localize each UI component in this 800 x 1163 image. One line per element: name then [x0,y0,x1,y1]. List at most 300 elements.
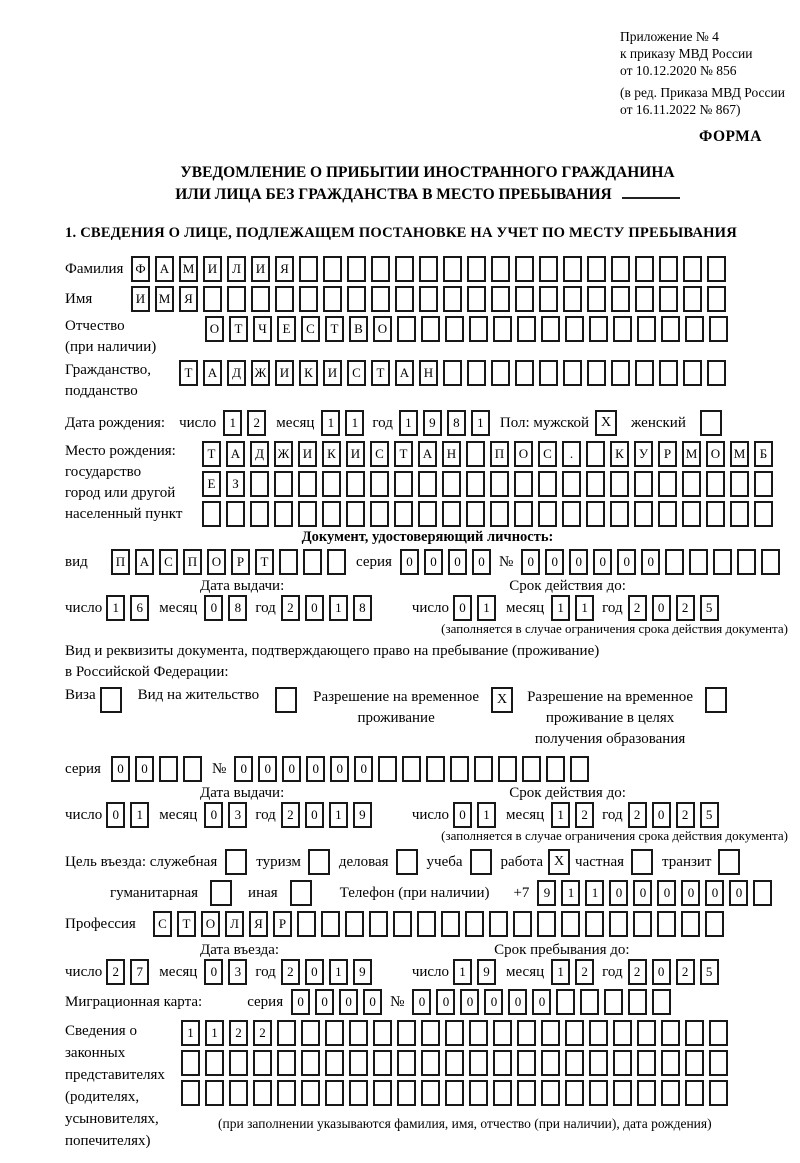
form-title-line2: ИЛИ ЛИЦА БЕЗ ГРАЖДАНСТВА В МЕСТО ПРЕБЫВАНИЯ [65,183,790,205]
char-cell: Л [225,911,244,937]
char-cell: Т [394,441,413,467]
char-cell: 9 [353,802,372,828]
form-title [65,162,790,205]
representatives-cells [181,1020,728,1132]
char-cell [397,1020,416,1046]
char-cell [349,1020,368,1046]
char-cell: 0 [545,549,564,575]
char-cell: 0 [339,989,358,1015]
char-cell: Т [255,549,274,575]
char-cell: С [301,316,320,342]
char-cell [730,471,749,497]
char-cell [613,1080,632,1106]
char-cell: Ж [274,441,293,467]
char-cell [589,1080,608,1106]
char-cell [709,1020,728,1046]
char-cell: Е [277,316,296,342]
char-cell [493,1050,512,1076]
edu-permit-checkbox [705,687,727,713]
char-cell [587,256,606,282]
char-cell: 2 [676,595,695,621]
char-cell [402,756,421,782]
char-cell: 0 [652,595,671,621]
char-cell: 0 [460,989,479,1015]
char-cell: 0 [305,959,324,985]
char-cell: К [299,360,318,386]
char-cell: 0 [652,959,671,985]
char-cell: 1 [399,410,418,436]
doc-type-label: вид [65,553,88,570]
char-cell: А [395,360,414,386]
representatives-block [65,1020,790,1152]
representatives-row3 [181,1080,728,1106]
migration-series-label: серия [247,993,284,1010]
char-cell [493,316,512,342]
char-cell: 1 [345,410,364,436]
citizenship-row [65,360,790,402]
char-cell: 0 [484,989,503,1015]
appendix-line: к приказу МВД России [620,46,753,61]
char-cell [685,1020,704,1046]
char-cell [229,1080,248,1106]
char-cell [226,501,245,527]
char-cell [707,360,726,386]
char-cell: 2 [575,959,594,985]
char-cell [570,756,589,782]
char-cell [706,471,725,497]
char-cell [589,1020,608,1046]
char-cell: Я [249,911,268,937]
given-name-label: Имя [65,290,93,307]
char-cell: 0 [652,802,671,828]
char-cell [637,1020,656,1046]
char-cell [637,1050,656,1076]
day-label: число [65,963,103,980]
char-cell [327,549,346,575]
char-cell [322,501,341,527]
patronymic-cells [205,316,728,342]
residence-permit-label: Вид на жительство [137,687,260,703]
char-cell: 0 [641,549,660,575]
char-cell: 2 [676,802,695,828]
char-cell: 2 [676,959,695,985]
char-cell [613,316,632,342]
birth-day-cells [223,410,266,436]
char-cell: 0 [330,756,349,782]
stay-doc-date-headings [65,785,790,802]
year-label: год [602,963,623,980]
char-cell [442,471,461,497]
char-cell [585,911,604,937]
char-cell: 0 [111,756,130,782]
char-cell [373,1050,392,1076]
char-cell: А [418,441,437,467]
char-cell: 1 [477,595,496,621]
char-cell [635,286,654,312]
char-cell: 0 [472,549,491,575]
char-cell [323,286,342,312]
char-cell [325,1080,344,1106]
char-cell: 2 [253,1020,272,1046]
surname-cells [131,256,726,282]
char-cell: О [205,316,224,342]
char-cell: О [514,441,533,467]
valid-until-heading: Срок действия до: [509,578,626,594]
char-cell [685,316,704,342]
char-cell [369,911,388,937]
char-cell [683,360,702,386]
char-cell [301,1050,320,1076]
char-cell: 3 [228,802,247,828]
char-cell: 1 [453,959,472,985]
char-cell: О [373,316,392,342]
char-cell [395,286,414,312]
stay-year-cells [628,959,719,985]
char-cell [373,1020,392,1046]
char-cell [635,256,654,282]
char-cell [491,360,510,386]
birth-place-row1 [202,441,773,467]
surname-row [65,256,790,282]
char-cell [469,1080,488,1106]
profession-label: Профессия [65,915,136,932]
char-cell [297,911,316,937]
char-cell: 2 [628,959,647,985]
char-cell: С [347,360,366,386]
char-cell [515,256,534,282]
char-cell [522,756,541,782]
citizenship-cells [179,360,726,386]
char-cell [419,256,438,282]
char-cell: 0 [705,880,724,906]
year-label: год [255,806,276,823]
char-cell [682,471,701,497]
birth-place-label: Место рождения: государство город или другой населенный пункт [65,443,183,522]
char-cell [445,1080,464,1106]
phone-cells [537,880,772,906]
char-cell [587,360,606,386]
char-cell: 0 [106,802,125,828]
stay-day-cells [453,959,496,985]
representatives-row1 [181,1020,728,1046]
month-label: месяц [506,806,545,823]
char-cell [713,549,732,575]
char-cell: И [275,360,294,386]
char-cell: 1 [329,959,348,985]
stay-doc-intro: Вид и реквизиты документа, подтверждающего право на пребывание (проживание) в Российской Федерации: [65,643,600,680]
char-cell [466,471,485,497]
char-cell: Н [442,441,461,467]
migration-series-cells [291,989,382,1015]
char-cell [345,911,364,937]
char-cell [611,256,630,282]
amendment-line: от 16.11.2022 № 867) [620,102,741,117]
char-cell [737,549,756,575]
char-cell: 2 [229,1020,248,1046]
stay-doc-dates [65,802,790,828]
char-cell [541,1080,560,1106]
char-cell [467,286,486,312]
char-cell: А [226,441,245,467]
char-cell [580,989,599,1015]
char-cell: 0 [412,989,431,1015]
char-cell [421,316,440,342]
char-cell [539,286,558,312]
purpose-study-label: учеба [426,853,463,870]
given-name-row [65,286,790,312]
char-cell [394,501,413,527]
char-cell: М [730,441,749,467]
char-cell [610,501,629,527]
char-cell: 0 [633,880,652,906]
char-cell: И [251,256,270,282]
char-cell: 0 [204,802,223,828]
char-cell [658,501,677,527]
char-cell [515,360,534,386]
purpose-other-label: иная [248,884,278,901]
char-cell: 0 [729,880,748,906]
char-cell: Е [202,471,221,497]
char-cell [442,501,461,527]
char-cell [637,1080,656,1106]
char-cell: 0 [532,989,551,1015]
char-cell [474,756,493,782]
form-title-line1: УВЕДОМЛЕНИЕ О ПРИБЫТИИ ИНОСТРАННОГО ГРАЖДАНИНА [180,164,675,181]
char-cell: 0 [354,756,373,782]
char-cell: 1 [205,1020,224,1046]
char-cell [301,1020,320,1046]
year-label: год [255,963,276,980]
char-cell [349,1050,368,1076]
char-cell [346,471,365,497]
char-cell: 1 [223,410,242,436]
char-cell: С [538,441,557,467]
char-cell [498,756,517,782]
purpose-row2 [65,880,790,906]
month-label: месяц [506,599,545,616]
char-cell [397,1050,416,1076]
char-cell [301,1080,320,1106]
char-cell: 0 [306,756,325,782]
char-cell: 1 [575,595,594,621]
migration-number-label: № [390,993,405,1010]
char-cell [556,989,575,1015]
char-cell: Ж [251,360,270,386]
char-cell: 1 [551,595,570,621]
char-cell: 2 [106,959,125,985]
char-cell [275,286,294,312]
char-cell [417,911,436,937]
gender-label: Пол: мужской [499,414,590,431]
char-cell: 1 [130,802,149,828]
char-cell: 5 [700,959,719,985]
char-cell [229,1050,248,1076]
char-cell [513,911,532,937]
char-cell [443,256,462,282]
char-cell: 0 [453,802,472,828]
char-cell [445,1050,464,1076]
purpose-private-checkbox [631,849,653,875]
year-label: год [372,414,393,431]
char-cell [589,316,608,342]
char-cell [538,501,557,527]
char-cell [418,471,437,497]
char-cell [562,471,581,497]
char-cell [562,501,581,527]
char-cell [298,471,317,497]
month-label: месяц [159,963,198,980]
entry-date-heading: Дата въезда: [200,942,280,958]
char-cell [441,911,460,937]
char-cell [683,286,702,312]
char-cell [565,1020,584,1046]
char-cell: С [153,911,172,937]
char-cell [637,316,656,342]
char-cell: 0 [508,989,527,1015]
char-cell: 2 [247,410,266,436]
purpose-label: Цель въезда: служебная [65,853,218,870]
char-cell: 1 [585,880,604,906]
char-cell: О [207,549,226,575]
birth-place-row2 [202,471,773,497]
char-cell [279,549,298,575]
char-cell [754,471,773,497]
char-cell [661,1080,680,1106]
char-cell [205,1080,224,1106]
issue-date-heading: Дата выдачи: [200,785,285,801]
month-label: месяц [159,599,198,616]
char-cell [205,1050,224,1076]
char-cell [730,501,749,527]
char-cell [586,471,605,497]
char-cell: 1 [471,410,490,436]
purpose-humanitarian-checkbox [210,880,232,906]
representatives-rows [181,1020,728,1106]
gender-male-checkbox: X [595,410,617,436]
day-label: число [411,806,450,823]
char-cell: 1 [106,595,125,621]
char-cell [657,911,676,937]
char-cell [397,316,416,342]
char-cell: 9 [423,410,442,436]
char-cell [346,501,365,527]
char-cell [469,316,488,342]
char-cell [298,501,317,527]
char-cell [613,1050,632,1076]
char-cell [546,756,565,782]
char-cell [421,1080,440,1106]
char-cell [203,286,222,312]
char-cell [634,471,653,497]
char-cell [277,1020,296,1046]
char-cell: 0 [305,595,324,621]
char-cell [347,286,366,312]
char-cell [467,360,486,386]
identity-doc-row [65,549,790,575]
char-cell: А [135,549,154,575]
char-cell: 1 [561,880,580,906]
char-cell: 9 [537,880,556,906]
birth-month-cells [321,410,364,436]
section1-heading: 1. СВЕДЕНИЯ О ЛИЦЕ, ПОДЛЕЖАЩЕМ ПОСТАНОВКЕ НА УЧЕТ ПО МЕСТУ ПРЕБЫВАНИЯ [65,225,737,241]
migration-number-cells [412,989,671,1015]
month-label: месяц [159,806,198,823]
char-cell [709,1080,728,1106]
char-cell: С [159,549,178,575]
char-cell [299,256,318,282]
doc-number-cells [521,549,780,575]
char-cell [253,1050,272,1076]
char-cell [539,360,558,386]
char-cell: 0 [521,549,540,575]
stay-until-heading: Срок пребывания до: [494,942,630,958]
char-cell [586,441,605,467]
month-label: месяц [276,414,315,431]
char-cell [465,911,484,937]
gender-female-checkbox [700,410,722,436]
char-cell [539,256,558,282]
char-cell [181,1080,200,1106]
char-cell [469,1020,488,1046]
char-cell [370,471,389,497]
char-cell [541,316,560,342]
char-cell: О [706,441,725,467]
identity-doc-heading: Документ, удостоверяющий личность: [301,529,554,545]
char-cell [514,501,533,527]
char-cell [635,360,654,386]
purpose-humanitarian-label: гуманитарная [110,884,199,901]
char-cell [661,1020,680,1046]
char-cell [565,316,584,342]
month-label: месяц [506,963,545,980]
char-cell: Б [754,441,773,467]
char-cell: Ч [253,316,272,342]
purpose-work-label: работа [500,853,544,870]
char-cell [561,911,580,937]
valid-until-heading: Срок действия до: [509,785,626,801]
char-cell: Ф [131,256,150,282]
char-cell [393,911,412,937]
char-cell [445,316,464,342]
char-cell [469,1050,488,1076]
char-cell [490,471,509,497]
birth-place-cells [202,441,773,527]
appendix-line: от 10.12.2020 № 856 [620,63,737,78]
permit-valid-month-cells [551,802,594,828]
birth-date-row [65,410,790,436]
birth-place-row3 [202,501,773,527]
char-cell [371,286,390,312]
char-cell [443,360,462,386]
issue-month-cells [204,595,247,621]
char-cell: У [634,441,653,467]
char-cell [371,256,390,282]
char-cell [274,501,293,527]
char-cell: 0 [204,959,223,985]
char-cell [538,471,557,497]
phone-prefix: +7 [513,884,530,901]
char-cell: 5 [700,595,719,621]
char-cell: 0 [448,549,467,575]
char-cell: 1 [551,802,570,828]
char-cell [467,256,486,282]
char-cell [321,911,340,937]
char-cell [426,756,445,782]
char-cell: А [203,360,222,386]
char-cell [466,441,485,467]
char-cell: 8 [228,595,247,621]
char-cell: С [370,441,389,467]
